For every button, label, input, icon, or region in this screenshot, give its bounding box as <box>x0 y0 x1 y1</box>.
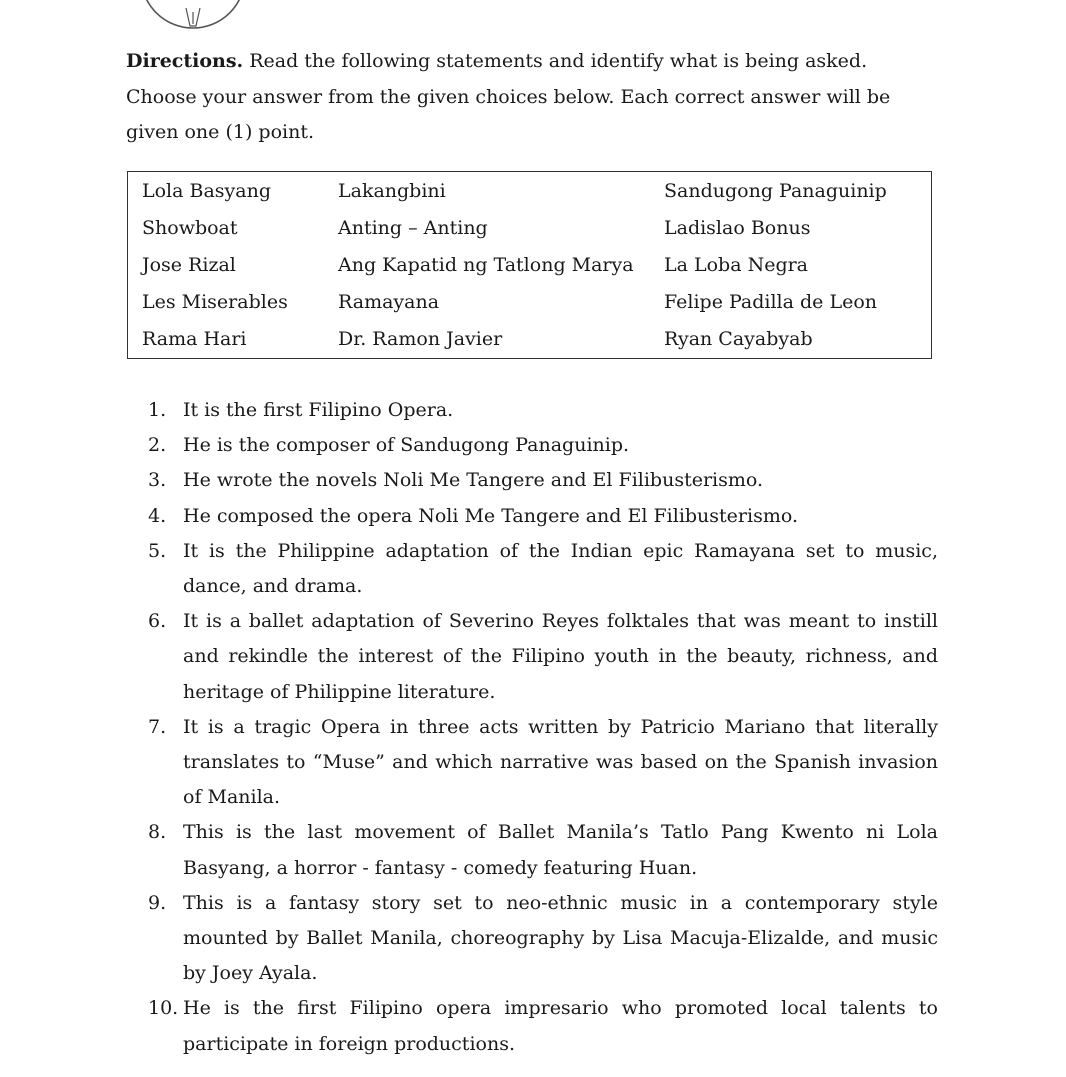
question-text: He is the composer of Sandugong Panaguinip. <box>183 434 630 457</box>
question-item <box>148 604 938 710</box>
question-text: He is the first Filipino opera impresario who promoted local talents to participate in foreign productions. <box>183 997 938 1055</box>
question-text: This is a fantasy story set to neo-ethnic music in a contemporary style mounted by Ballet Manila, choreography by Lisa Macuja-Elizalde, and music by Joey Ayala. <box>183 891 938 985</box>
question-number: 7. <box>148 715 167 738</box>
question-item <box>148 499 938 534</box>
choice-cell: Anting – Anting <box>338 216 488 239</box>
question-text: It is the Philippine adaptation of the Indian epic Ramayana set to music, dance, and drama. <box>183 539 938 598</box>
question-number: 3. <box>148 469 167 492</box>
choice-cell: Les Miserables <box>142 291 288 314</box>
question-item <box>148 534 938 604</box>
question-number: 10. <box>148 997 179 1020</box>
choices-row <box>128 246 932 283</box>
question-text: It is the first Filipino Opera. <box>183 399 454 421</box>
choices-row <box>128 321 932 359</box>
choice-cell: Showboat <box>142 216 238 239</box>
directions-label: Directions. <box>126 50 244 72</box>
seal-logo-icon <box>138 0 248 30</box>
choice-cell: Jose Rizal <box>142 253 236 276</box>
choice-cell: Felipe Padilla de Leon <box>664 291 877 314</box>
question-number: 5. <box>148 539 167 562</box>
question-text: He wrote the novels Noli Me Tangere and El Filibusterismo. <box>183 469 764 492</box>
question-number: 6. <box>148 610 167 633</box>
question-text: It is a ballet adaptation of Severino Reyes folktales that was meant to instill and rekindle the interest of the Filipino youth in the beauty, richness, and heritage of Philippine literature. <box>183 610 938 703</box>
choice-cell: Lola Basyang <box>142 179 272 202</box>
question-text: This is the last movement of Ballet Manila’s Tatlo Pang Kwento ni Lola Basyang, a horror - fantasy - comedy featuring Huan. <box>183 821 938 879</box>
choice-cell: Dr. Ramon Javier <box>338 328 503 351</box>
question-item <box>148 886 938 992</box>
choice-cell: Ang Kapatid ng Tatlong Marya <box>338 253 634 276</box>
question-number: 9. <box>148 891 167 914</box>
choice-cell: Ladislao Bonus <box>664 216 811 239</box>
question-text: He composed the opera Noli Me Tangere and El Filibusterismo. <box>183 504 798 527</box>
question-item <box>148 428 938 463</box>
choice-cell: Sandugong Panaguinip <box>664 179 887 202</box>
question-number: 1. <box>148 399 167 421</box>
question-item <box>148 463 938 498</box>
choice-cell: Lakangbini <box>338 179 446 202</box>
choices-row <box>128 172 932 210</box>
choice-cell: Rama Hari <box>142 328 247 351</box>
choice-cell: Ryan Cayabyab <box>664 328 813 351</box>
question-item <box>148 991 938 1061</box>
question-item <box>148 710 938 816</box>
choices-row <box>128 284 932 321</box>
directions-text: Read the following statements and identify what is being asked. Choose your answer from the given choices below. Each correct answer will be given one (1) point. <box>126 50 891 143</box>
answer-choices-table <box>127 171 932 359</box>
question-number: 2. <box>148 434 167 457</box>
choice-cell: Ramayana <box>338 291 440 314</box>
question-item <box>148 393 938 428</box>
question-number: 8. <box>148 821 167 844</box>
question-text: It is a tragic Opera in three acts written by Patricio Mariano that literally translates to “Muse” and which narrative was based on the Spanish invasion of Manila. <box>183 715 938 809</box>
choices-row <box>128 209 932 246</box>
question-number: 4. <box>148 504 167 527</box>
directions-paragraph <box>126 44 926 151</box>
choice-cell: La Loba Negra <box>664 253 809 276</box>
question-list <box>148 393 938 1062</box>
question-item <box>148 815 938 885</box>
